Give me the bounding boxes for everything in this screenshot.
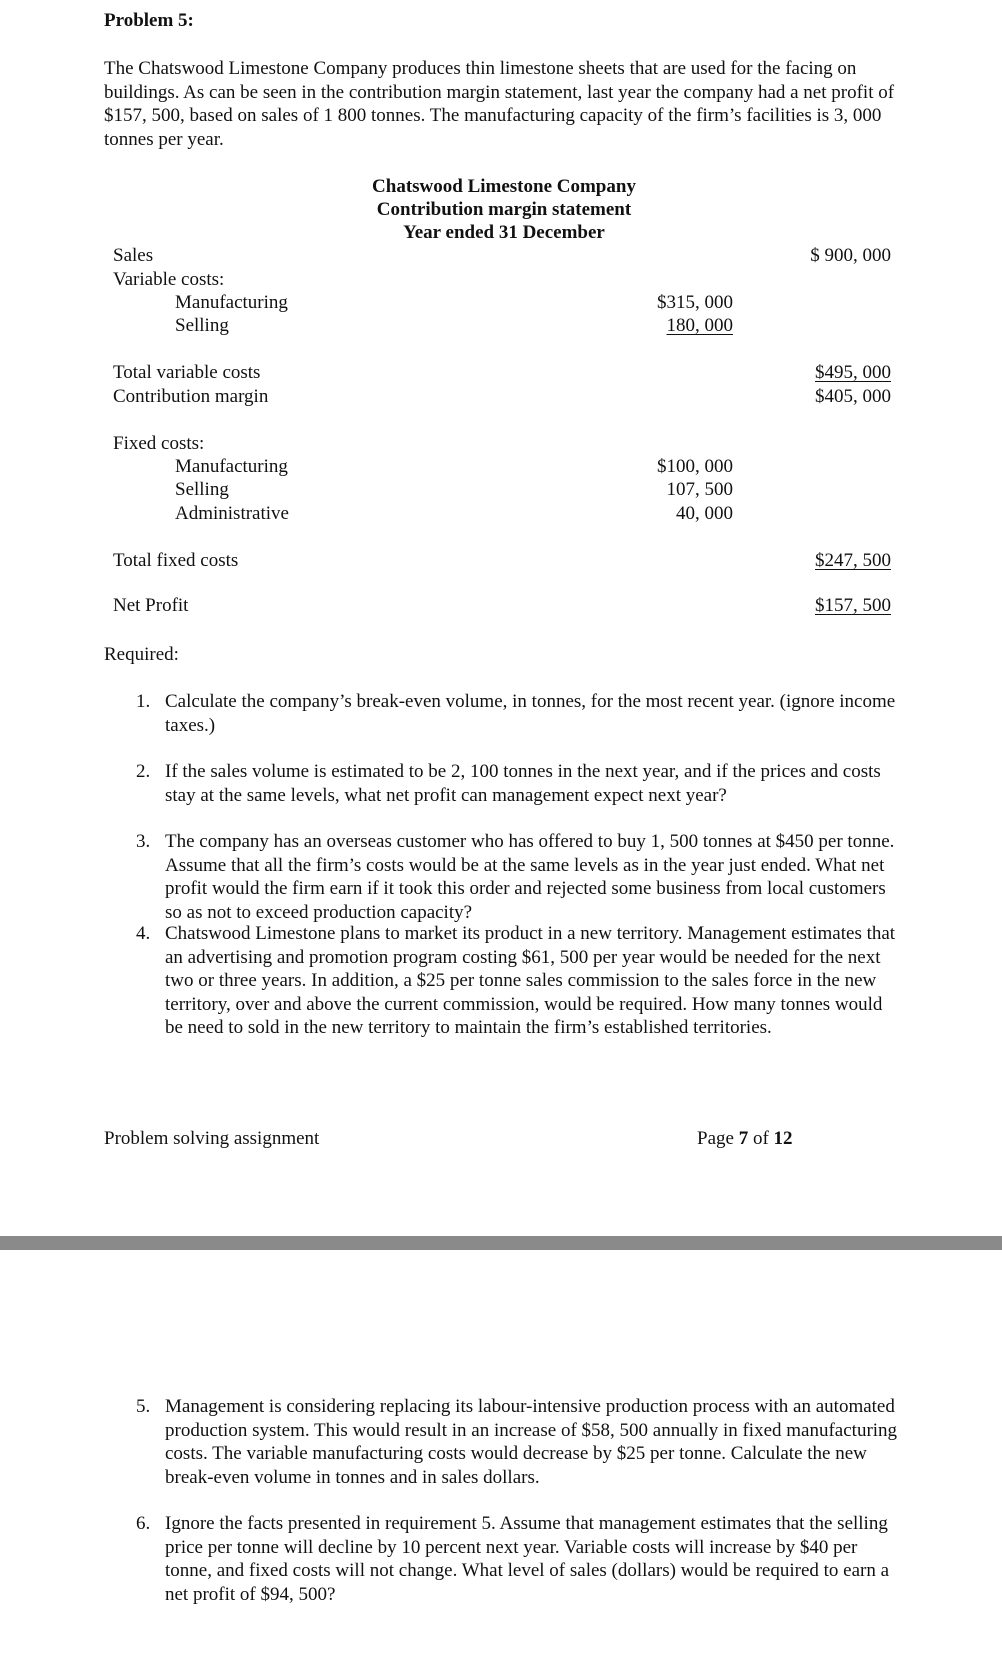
page-total: 12 (773, 1128, 793, 1149)
question-number: 5. (136, 1396, 151, 1417)
sales-label: Sales (113, 245, 154, 266)
fix-admin-label: Administrative (175, 503, 289, 524)
fix-selling-value: 107, 500 (666, 479, 733, 500)
fix-manufacturing-value: $100, 000 (657, 456, 733, 477)
of-word: of (752, 1128, 769, 1149)
problem-heading: Problem 5: (104, 10, 194, 31)
question-number: 4. (136, 923, 151, 944)
statement-title-name: Contribution margin statement (376, 199, 632, 220)
question-text: Chatswood Limestone plans to market its product in a new territory. Management estimates that an advertising and promotion program costing $61, 500 per year would be needed for the next two or three years. In addition, a $25 per tonne sales commission to the sales force in the new territory, over and above the current commission, would be required. How many tonnes would be need to sold in the new territory to maintain the firm’s established territories. (165, 923, 896, 1038)
contribution-value: $405, 000 (815, 386, 891, 407)
question-item (136, 1512, 900, 1606)
problem-intro: The Chatswood Limestone Company produces thin limestone sheets that are used for the facing on buildings. As can be seen in the contribution margin statement, last year the company had a net profit of $157, 500, based on sales of 1 800 tonnes. The manufacturing capacity of the firm’s facilities is 3, 000 tonnes per year. (104, 58, 895, 150)
question-item (136, 922, 900, 1040)
fix-selling-label: Selling (175, 479, 229, 500)
variable-costs-label: Variable costs: (113, 269, 225, 290)
var-manufacturing-label: Manufacturing (175, 292, 288, 313)
page-word: Page (697, 1128, 734, 1149)
net-profit-label: Net Profit (113, 595, 189, 616)
var-selling-value: 180, 000 (666, 315, 733, 336)
question-number: 6. (136, 1513, 151, 1534)
page-current: 7 (738, 1128, 749, 1149)
question-item (136, 830, 900, 924)
fix-manufacturing-label: Manufacturing (175, 456, 288, 477)
question-item (136, 690, 900, 737)
required-label: Required: (104, 644, 179, 665)
footer-page-number (697, 1128, 793, 1150)
question-number: 3. (136, 831, 151, 852)
fixed-costs-label: Fixed costs: (113, 433, 205, 454)
question-text: The company has an overseas customer who has offered to buy 1, 500 tonnes at $450 per tonne. Assume that all the firm’s costs would be at the same levels as in the year just ended. What net profit would the firm earn if it took this order and rejected some business from local customers so as not to exceed production capacity? (165, 831, 895, 923)
fix-admin-value: 40, 000 (676, 503, 733, 524)
var-selling-label: Selling (175, 315, 229, 336)
question-text: If the sales volume is estimated to be 2, 100 tonnes in the next year, and if the prices and costs stay at the same levels, what net profit can management expect next year? (165, 761, 881, 806)
contribution-label: Contribution margin (113, 386, 269, 407)
total-fixed-label: Total fixed costs (113, 550, 239, 571)
question-text: Calculate the company’s break-even volume, in tonnes, for the most recent year. (ignore income taxes.) (165, 691, 896, 736)
net-profit-value: $157, 500 (815, 595, 891, 616)
statement-title-period: Year ended 31 December (403, 222, 605, 243)
page-break-divider (0, 1236, 1002, 1250)
question-item (136, 760, 900, 807)
footer-assignment-label: Problem solving assignment (104, 1128, 320, 1149)
total-fixed-value: $247, 500 (815, 550, 891, 571)
statement-title-company: Chatswood Limestone Company (372, 176, 636, 197)
question-number: 1. (136, 691, 151, 712)
total-variable-value: $495, 000 (815, 362, 891, 383)
var-manufacturing-value: $315, 000 (657, 292, 733, 313)
question-text: Management is considering replacing its labour-intensive production process with an automated production system. This would result in an increase of $58, 500 annually in fixed manufacturing costs. The variable manufacturing costs would decrease by $25 per tonne. Calculate the new break-even volume in tonnes and in sales dollars. (165, 1396, 898, 1488)
sales-value: $ 900, 000 (810, 245, 891, 266)
question-text: Ignore the facts presented in requirement 5. Assume that management estimates that the selling price per tonne will decline by 10 percent next year. Variable costs will increase by $40 per tonne, and fixed costs will not change. What level of sales (dollars) would be required to earn a net profit of $94, 500? (165, 1513, 890, 1605)
total-variable-label: Total variable costs (113, 362, 261, 383)
question-number: 2. (136, 761, 151, 782)
question-item (136, 1395, 900, 1489)
